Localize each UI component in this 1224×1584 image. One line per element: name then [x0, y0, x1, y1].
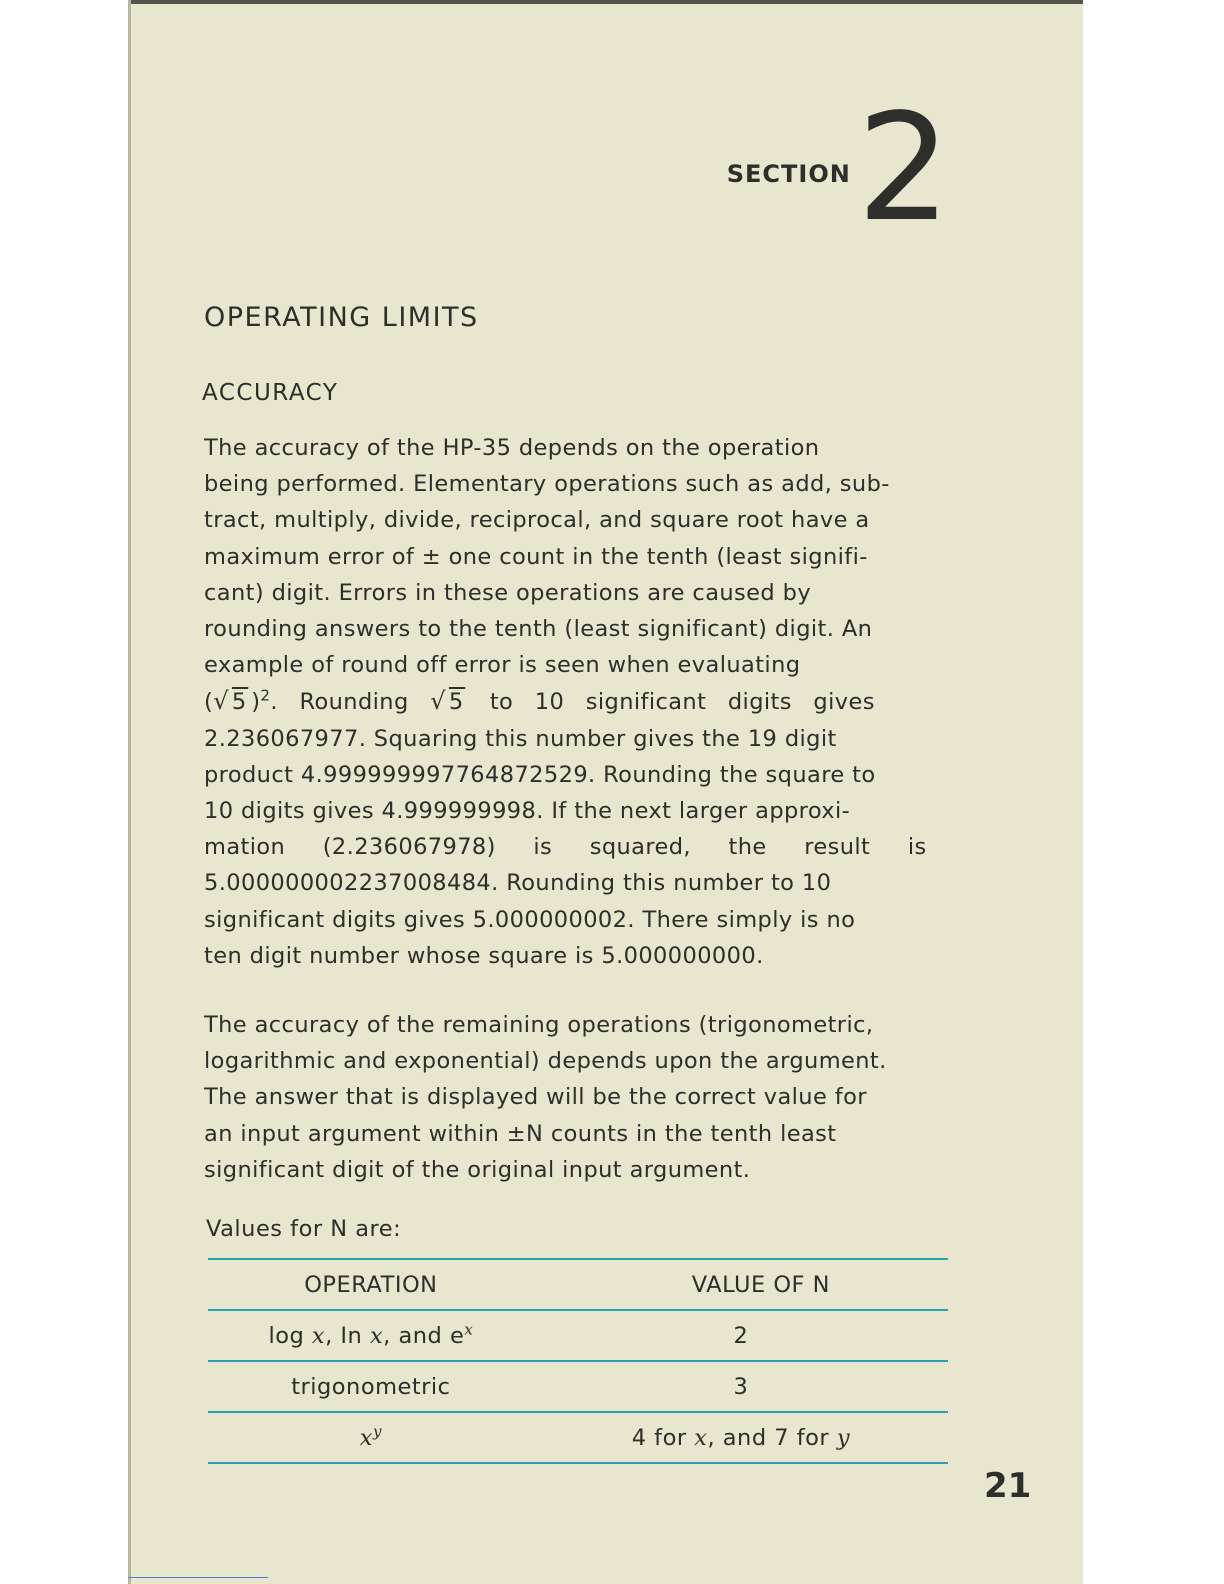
radical-sign: √	[213, 687, 229, 716]
manual-page	[128, 0, 1083, 1584]
text-line: The accuracy of the HP-35 depends on the operation	[204, 435, 820, 461]
text-line: product 4.999999997764872529. Rounding the square to	[204, 761, 876, 788]
section-header	[726, 82, 951, 254]
value-cell: 2	[534, 1310, 948, 1361]
text-line: significant digits gives 5.000000002. There simply is no	[204, 906, 856, 933]
math-expression-sqrt5: √ 5	[430, 687, 466, 716]
text-line: The accuracy of the remaining operations (trigonometric,	[204, 1012, 874, 1038]
text-line: cant) digit. Errors in these operations are caused by	[204, 579, 812, 606]
text-line: logarithmic and exponential) depends upon the argument.	[204, 1048, 887, 1075]
radical-sign: √	[430, 687, 446, 716]
subsection-title: ACCURACY	[202, 380, 339, 406]
section-label: SECTION	[726, 160, 851, 188]
text-line: example of round off error is seen when evaluating	[204, 652, 801, 679]
operation-cell: log x, In x, and $e^x$	[208, 1310, 534, 1361]
operation-cell: trigonometric	[208, 1361, 534, 1412]
column-header-operation: OPERATION	[208, 1259, 534, 1310]
accuracy-paragraph-2	[204, 1007, 948, 1188]
value-cell: 3	[534, 1361, 948, 1412]
text-line: 2.236067977. Squaring this number gives the 19 digit	[204, 725, 837, 752]
n-values-table	[208, 1258, 948, 1464]
text-line: significant digit of the original input argument.	[204, 1156, 751, 1183]
operation-cell: $x^y$	[208, 1412, 534, 1463]
text-line: tract, multiply, divide, reciprocal, and square root have a	[204, 507, 870, 534]
page-link-underline	[128, 1577, 268, 1578]
page-top-edge	[128, 0, 1083, 4]
text-line: rounding answers to the tenth (least significant) digit. An	[204, 616, 873, 643]
text-line: mation (2.236067978) is squared, the result is	[204, 834, 927, 861]
text-line: an input argument within ±N counts in the tenth least	[204, 1120, 837, 1147]
section-number: 2	[856, 82, 951, 254]
value-cell: 4 for x, and 7 for y	[534, 1412, 948, 1463]
table-row	[208, 1310, 948, 1361]
values-label: Values for N are:	[206, 1216, 402, 1242]
math-expression-sqrt5-squared: (√ 5 )$^2$	[204, 686, 271, 716]
text-line: The answer that is displayed will be the correct value for	[204, 1084, 867, 1111]
text-line-with-radicals: (√ 5 )$^2$. Rounding √ 5 to 10 significant digits gives	[204, 686, 875, 716]
accuracy-paragraph-1	[204, 430, 948, 974]
table-row	[208, 1361, 948, 1412]
text-line: being performed. Elementary operations such as add, sub-	[204, 471, 890, 498]
page-left-edge	[128, 0, 131, 1584]
table-header-row	[208, 1259, 948, 1310]
column-header-value: VALUE OF N	[534, 1259, 948, 1310]
text-line: 10 digits gives 4.999999998. If the next larger approxi-	[204, 798, 851, 825]
table-row	[208, 1412, 948, 1463]
text-line: 5.000000002237008484. Rounding this number to 10	[204, 870, 832, 897]
text-line: maximum error of ± one count in the tenth (least signifi-	[204, 543, 868, 570]
page-number: 21	[984, 1466, 1032, 1506]
chapter-title: OPERATING LIMITS	[204, 302, 479, 333]
text-line: ten digit number whose square is 5.000000000.	[204, 942, 764, 969]
